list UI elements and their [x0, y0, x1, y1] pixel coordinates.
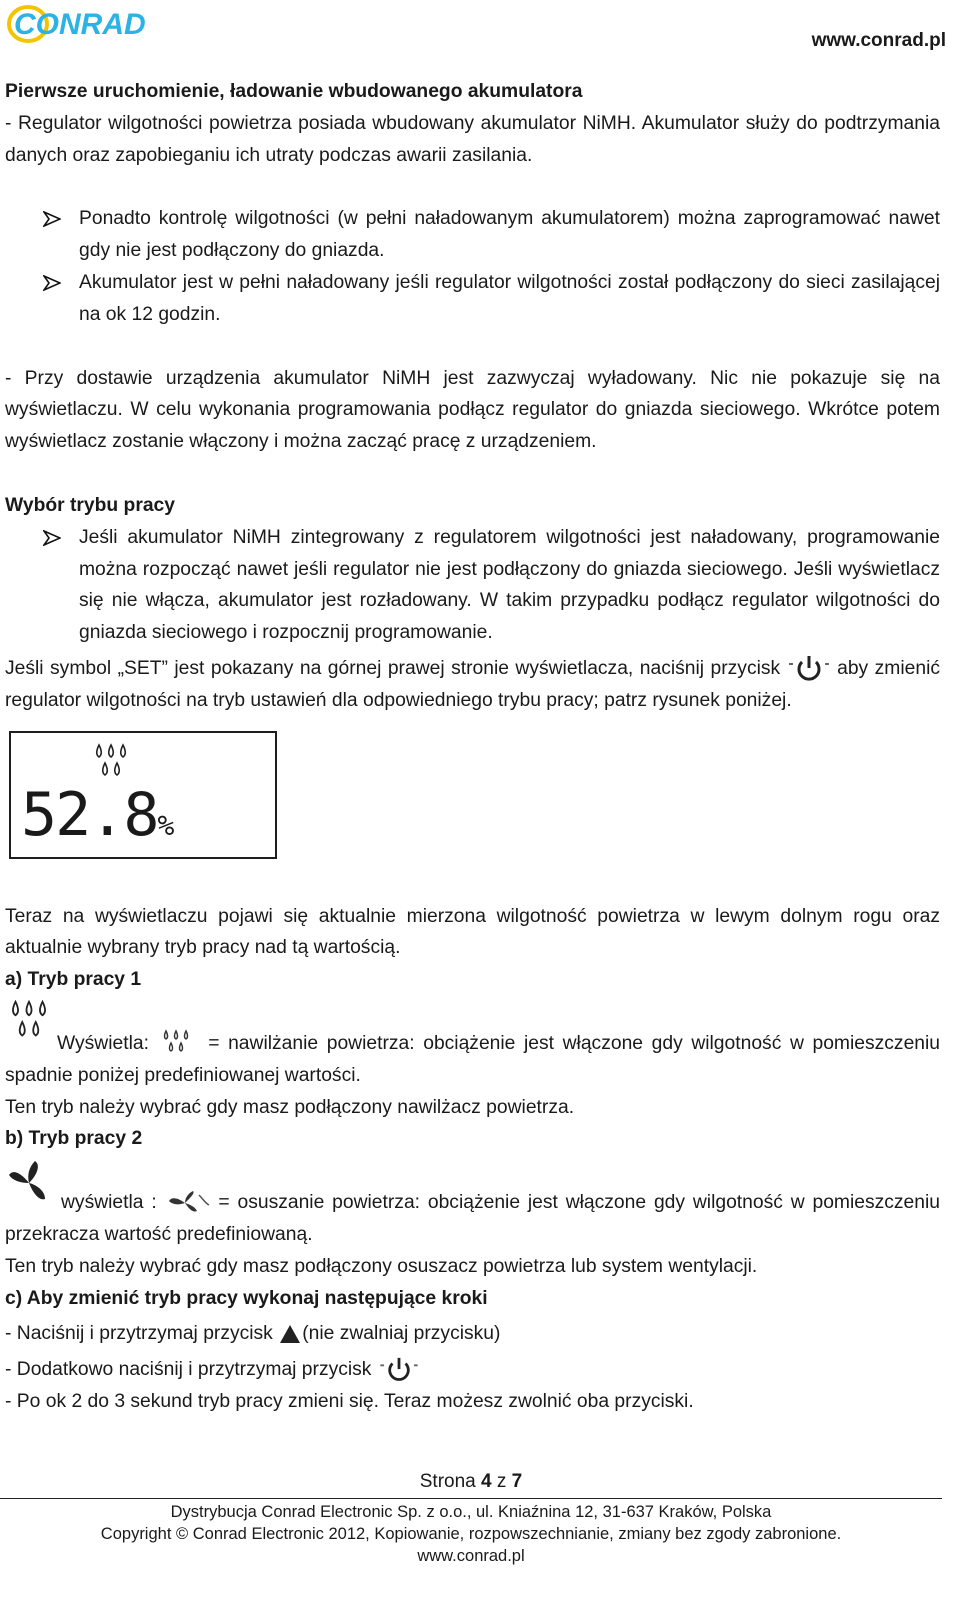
- arrow-bullet-icon: [43, 530, 61, 546]
- mode-b-title: b) Tryb pracy 2: [5, 1128, 143, 1150]
- arrow-bullet-icon: [43, 275, 61, 291]
- section-title-first-start: Pierwsze uruchomienie, ładowanie wbudowanego akumulatora: [5, 81, 583, 102]
- mode-b-description: wyświetla : = osuszanie powietrza: obciążenie jest włączone gdy wilgotność w pomieszczeniu przekracza wartość predefiniowaną.: [5, 1187, 940, 1251]
- fan-icon: [7, 1159, 51, 1207]
- paragraph-after-lcd: Teraz na wyświetlaczu pojawi się aktualnie mierzona wilgotność powietrza w lewym dolnym rogu oraz aktualnie wybrany tryb pracy nad tą wartością.: [5, 905, 940, 959]
- section-title-mode-select: Wybór trybu pracy: [5, 494, 176, 516]
- paragraph-set-symbol: Jeśli symbol „SET” jest pokazany na górnej prawej stronie wyświetlacza, naciśnij przycisk aby zmienić regulator wilgotności na tryb ustawień dla odpowiedniego trybu pracy; patrz rysunek poniżej.: [5, 653, 940, 717]
- paragraph-battery-intro: - Regulator wilgotności powietrza posiada wbudowany akumulator NiMH. Akumulator służy do podtrzymania danych oraz zapobieganiu ich utraty podczas awarii zasilania.: [5, 112, 940, 166]
- lcd-display-figure: [9, 731, 277, 859]
- power-button-icon: [377, 1356, 421, 1384]
- mode-a-note: Ten tryb należy wybrać gdy masz podłączony nawilżacz powietrza.: [5, 1096, 575, 1118]
- footer: [0, 1501, 942, 1567]
- humidifier-drops-icon: [11, 998, 47, 1046]
- bullet-item: Akumulator jest w pełni naładowany jeśli regulator wilgotności został podłączony do sieci zasilającej na ok 12 godzin.: [5, 267, 940, 331]
- footer-distribution: Dystrybucja Conrad Electronic Sp. z o.o., ul. Kniaźnina 12, 31-637 Kraków, Polska: [170, 1503, 772, 1521]
- page-number: Strona 4 z 7: [419, 1471, 523, 1492]
- bullet-item: Jeśli akumulator NiMH zintegrowany z regulatorem wilgotności jest naładowany, programowanie można rozpocząć nawet jeśli regulator nie jest podłączony do gniazda sieciowego. Jeśli wyświetlacz się nie włącza, akumulator jest rozładowany. W takim przypadku podłącz regulator wilgotności do gniazda sieciowego i rozpocznij programowanie.: [5, 522, 940, 649]
- mode-b-note: Ten tryb należy wybrać gdy masz podłączony osuszacz powietrza lub system wentylacji.: [5, 1255, 758, 1277]
- bullet-list-battery: [5, 203, 940, 330]
- step-3: - Po ok 2 do 3 sekund tryb pracy zmieni się. Teraz możesz zwolnić oba przyciski.: [5, 1390, 694, 1412]
- footer-url[interactable]: www.conrad.pl: [417, 1547, 525, 1565]
- step-1: - Naciśnij i przytrzymaj przycisk (nie zwalniaj przycisku): [5, 1323, 501, 1345]
- bullet-item: Ponadto kontrolę wilgotności (w pełni naładowanym akumulatorem) można zaprogramować nawet gdy nie jest podłączony do gniazda.: [5, 203, 940, 267]
- humidifier-drops-icon: [95, 743, 127, 783]
- mode-a-description: Wyświetla: = nawilżanie powietrza: obciążenie jest włączone gdy wilgotność w pomieszczeniu spadnie poniżej predefiniowanej wartości.: [5, 1028, 940, 1092]
- bullet-list-mode: [5, 522, 940, 649]
- lcd-humidity-value: 52.8%: [21, 779, 173, 850]
- paragraph-delivery: - Przy dostawie urządzenia akumulator NiMH jest zazwyczaj wyładowany. Nic nie pokazuje się na wyświetlaczu. W celu wykonania programowania podłącz regulator do gniazda sieciowego. Wkrótce potem wyświetlacz zostanie włączony i można zacząć pracę z urządzeniem.: [5, 367, 940, 453]
- up-arrow-button-icon: [278, 1323, 302, 1345]
- header-url[interactable]: www.conrad.pl: [811, 30, 946, 51]
- mode-a-row: [5, 996, 940, 1050]
- mode-b-row: [5, 1155, 940, 1211]
- page-content: [5, 76, 940, 1418]
- mode-c-title: c) Aby zmienić tryb pracy wykonaj następujące kroki: [5, 1287, 488, 1309]
- conrad-logo: [4, 2, 164, 46]
- arrow-bullet-icon: [43, 211, 61, 227]
- step-2: - Dodatkowo naciśnij i przytrzymaj przycisk: [5, 1354, 940, 1386]
- svg-text:CONRAD: CONRAD: [14, 8, 146, 41]
- footer-divider: [0, 1498, 942, 1499]
- power-button-icon: [787, 654, 831, 684]
- footer-copyright: Copyright © Conrad Electronic 2012, Kopiowanie, rozpowszechnianie, zmiany bez zgody zabronione.: [100, 1525, 842, 1543]
- mode-a-title: a) Tryb pracy 1: [5, 969, 142, 991]
